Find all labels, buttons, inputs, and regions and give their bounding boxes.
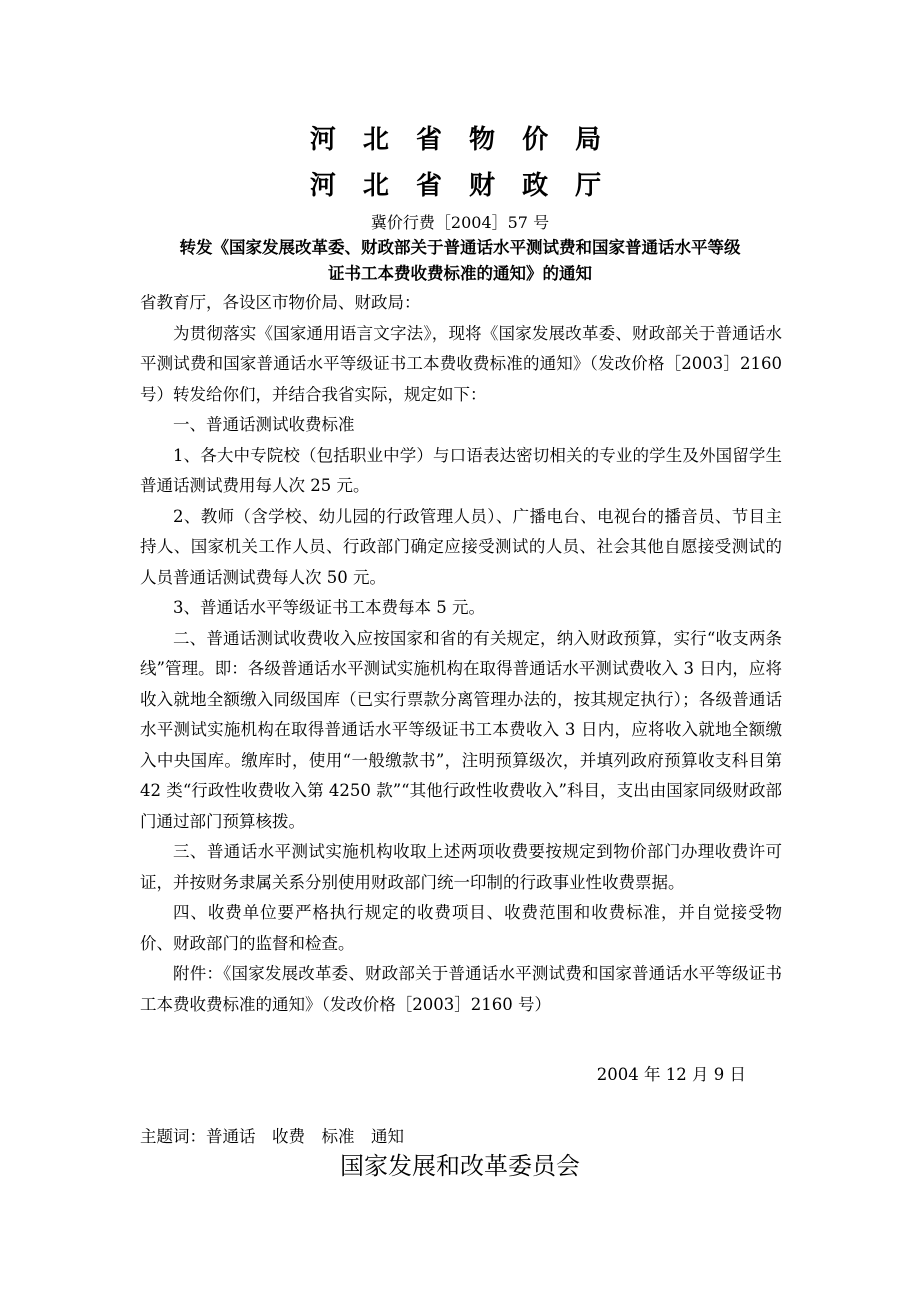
issuer-finance-department: 河 北 省 财 政 厅	[309, 171, 611, 201]
next-page-issuer: 国家发展和改革委员会	[340, 1152, 580, 1180]
paragraph-item-3: 3、普通话水平等级证书工本费每本 5 元。	[173, 598, 485, 617]
issuer-price-bureau: 河 北 省 物 价 局	[309, 125, 611, 155]
paragraph-attachment: 附件：《国家发展改革委、财政部关于普通话水平测试费和国家普通话水平等级证书工本费收费标准的通知》（发改价格［2003］2160 号）	[140, 964, 782, 1014]
document-title-line-1: 转发《国家发展改革委、财政部关于普通话水平测试费和国家普通话水平等级	[179, 238, 741, 257]
paragraph-item-1: 1、各大中专院校（包括职业中学）与口语表达密切相关的专业的学生及外国留学生普通话测试费用每人次 25 元。	[140, 445, 782, 495]
paragraph-section-2: 二、普通话测试收费收入应按国家和省的有关规定，纳入财政预算，实行“收支两条线”管理。即：各级普通话水平测试实施机构在取得普通话水平测试费收入 3 日内，应将收入就地全额缴入同级国库（已实行票款分离管理办法的，按其规定执行）；各级普通话水平测试实施机构在取得普通话水平等级证书工本费收入 3 日内，应将收入就地全额缴入中央国库。缴库时，使用“一般缴款书”，注明预算级次，并填列政府预算收支科目第 42 类“行政性收费收入第 4250 款”“其他行政性收费收入”科目，支出由国家同级财政部门通过部门预算核拨。	[140, 628, 782, 831]
paragraph-intro: 为贯彻落实《国家通用语言文字法》，现将《国家发展改革委、财政部关于普通话水平测试费和国家普通话水平等级证书工本费收费标准的通知》（发改价格［2003］2160 号）转发给你们，并结合我省实际，规定如下：	[140, 323, 782, 404]
paragraph-item-2: 2、教师（含学校、幼儿园的行政管理人员）、广播电台、电视台的播音员、节目主持人、国家机关工作人员、行政部门确定应接受测试的人员、社会其他自愿接受测试的人员普通话测试费每人次 50 元。	[140, 506, 782, 587]
document-date: 2004 年 12 月 9 日	[596, 1065, 746, 1084]
document-body	[140, 288, 782, 1020]
document-number: 冀价行费［2004］57 号	[370, 213, 550, 232]
paragraph-section-4: 四、收费单位要严格执行规定的收费项目、收费范围和收费标准，并自觉接受物价、财政部门的监督和检查。	[140, 903, 782, 953]
paragraph-section-3: 三、普通话水平测试实施机构收取上述两项收费要按规定到物价部门办理收费许可证，并按财务隶属关系分别使用财政部门统一印制的行政事业性收费票据。	[140, 842, 782, 892]
section-heading-1: 一、普通话测试收费标准	[173, 415, 355, 434]
document-title-line-2: 证书工本费收费标准的通知》的通知	[328, 264, 592, 283]
document-title	[130, 235, 790, 287]
salutation: 省教育厅，各设区市物价局、财政局：	[140, 293, 421, 312]
subject-keywords: 主题词：普通话 收费 标准 通知	[140, 1127, 404, 1146]
